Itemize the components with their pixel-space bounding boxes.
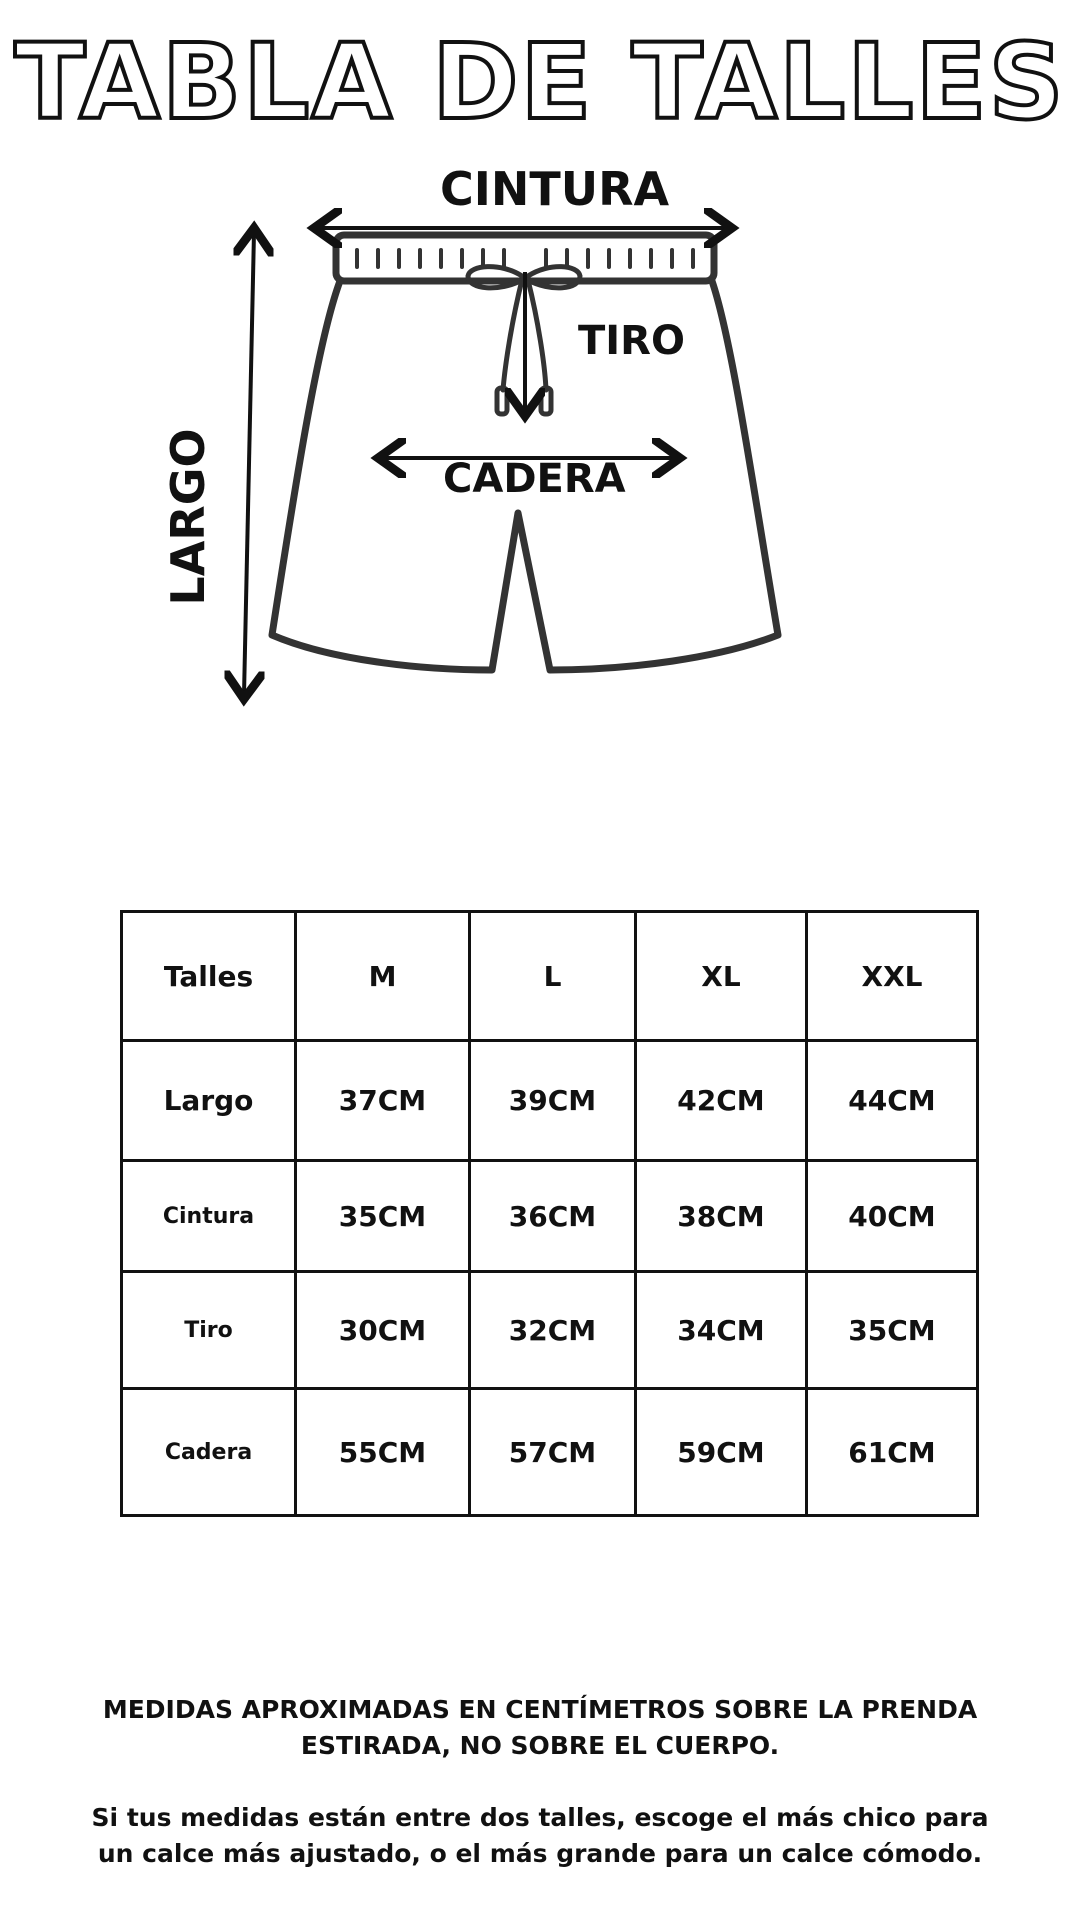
row-label-largo: Largo	[122, 1041, 296, 1161]
table-row	[122, 1389, 978, 1516]
table-cell: 42CM	[636, 1041, 807, 1161]
table-cell: 61CM	[807, 1389, 978, 1516]
table-cell: 37CM	[296, 1041, 470, 1161]
row-label-cintura: Cintura	[122, 1161, 296, 1272]
table-cell: 59CM	[636, 1389, 807, 1516]
sizing-tip: Si tus medidas están entre dos talles, escoge el más chico para un calce más ajustado, o el más grande para un calce cómodo.	[91, 1803, 989, 1868]
row-label-tiro: Tiro	[122, 1272, 296, 1389]
table-header-row	[122, 912, 978, 1041]
header-cell-l: L	[470, 912, 636, 1041]
page-title-text: TABLA DE TALLES	[14, 21, 1066, 138]
table-cell: 35CM	[296, 1161, 470, 1272]
table-cell: 38CM	[636, 1161, 807, 1272]
measurement-disclaimer: MEDIDAS APROXIMADAS EN CENTÍMETROS SOBRE LA PRENDA ESTIRADA, NO SOBRE EL CUERPO.	[102, 1695, 978, 1760]
table-cell: 34CM	[636, 1272, 807, 1389]
cadera-label: CADERA	[443, 456, 626, 502]
table-cell: 40CM	[807, 1161, 978, 1272]
table-row	[122, 1161, 978, 1272]
table-cell: 35CM	[807, 1272, 978, 1389]
table-cell: 57CM	[470, 1389, 636, 1516]
size-table	[120, 910, 979, 1517]
largo-arrow	[244, 232, 254, 695]
cintura-label: CINTURA	[440, 162, 670, 216]
waistband-ticks	[357, 250, 693, 267]
header-cell-talles: Talles	[122, 912, 296, 1041]
notes	[90, 1692, 990, 1872]
header-cell-m: M	[296, 912, 470, 1041]
row-label-cadera: Cadera	[122, 1389, 296, 1516]
table-cell: 44CM	[807, 1041, 978, 1161]
table-cell: 30CM	[296, 1272, 470, 1389]
table-cell: 39CM	[470, 1041, 636, 1161]
table-cell: 55CM	[296, 1389, 470, 1516]
header-cell-xxl: XXL	[807, 912, 978, 1041]
table-row	[122, 1272, 978, 1389]
table-cell: 32CM	[470, 1272, 636, 1389]
tiro-label: TIRO	[578, 318, 685, 364]
table-row	[122, 1041, 978, 1161]
table-cell: 36CM	[470, 1161, 636, 1272]
shorts-measurement-diagram	[0, 150, 1080, 710]
page-title	[0, 18, 1080, 138]
header-cell-xl: XL	[636, 912, 807, 1041]
largo-label: LARGO	[161, 428, 215, 606]
